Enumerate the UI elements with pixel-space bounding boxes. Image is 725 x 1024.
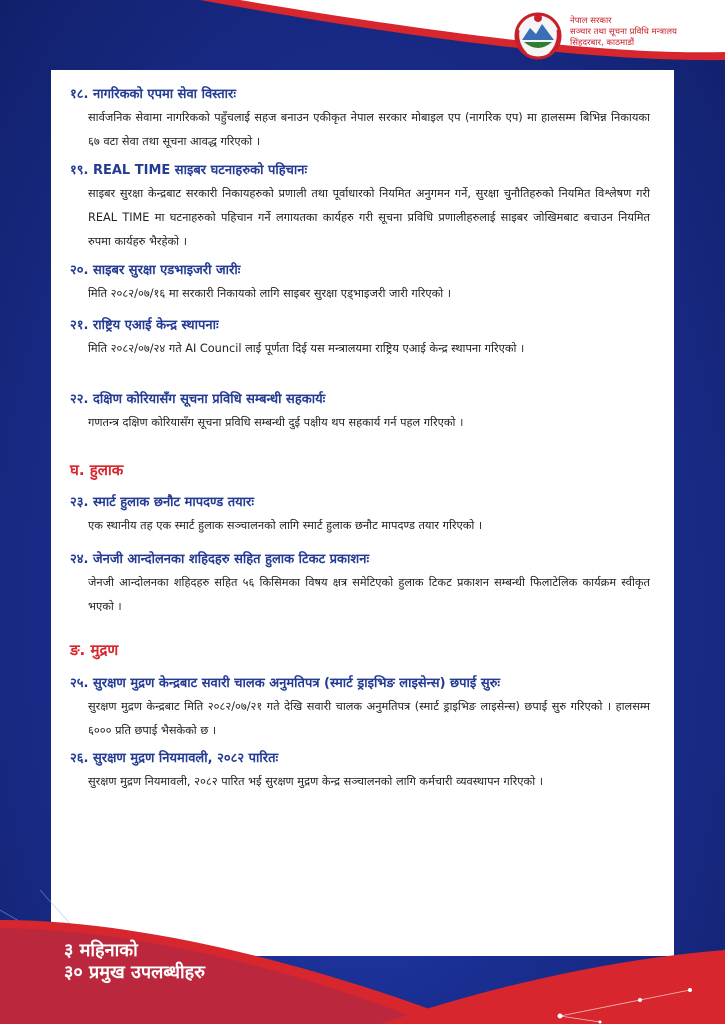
section-title: १८. नागरिकको एपमा सेवा विस्तारः [70, 87, 236, 102]
nepal-emblem-icon [512, 10, 564, 60]
section-title: २५. सुरक्षण मुद्रण केन्द्रबाट सवारी चालक अनुमतिपत्र (स्मार्ट ड्राइभिङ लाइसेन्स) छपाई सुरुः [70, 676, 501, 691]
ministry-header [512, 8, 717, 62]
achievement-23 [70, 494, 650, 538]
section-body: जेनजी आन्दोलनका शहिदहरु सहित ५६ किसिमका विषय क्षत्र समेटिएको हुलाक टिकट प्रकाशन सम्बन्धी फिलाटेलिक कार्यक्रम स्वीकृत भएको । [88, 576, 650, 613]
category-heading-printing: ङ. मुद्रण [70, 641, 119, 659]
achievement-26 [70, 750, 650, 794]
section-title: २६. सुरक्षण मुद्रण नियमावली, २०८२ पारितः [70, 751, 279, 766]
header-line-2: सञ्चार तथा सूचना प्रविधि मन्त्रालय [570, 27, 677, 37]
section-body: मिति २०८२/०७/२४ गते AI Council लाई पूर्णता दिई यस मन्त्रालयमा राष्ट्रिय एआई केन्द्र स्थापना गरिएको । [88, 342, 525, 355]
section-body: सुरक्षण मुद्रण केन्द्रबाट मिति २०८२/०७/२१ गते देखि सवारी चालक अनुमतिपत्र (स्मार्ट ड्राइभिङ लाइसेन्स) छपाई सुरु गरिएको । हालसम्म ६००० प्रति छपाई भैसकेको छ । [88, 700, 650, 737]
section-title: २१. राष्ट्रिय एआई केन्द्र स्थापनाः [70, 318, 219, 333]
footer-title [64, 940, 205, 984]
section-title: १९. REAL TIME साइबर घटनाहरुको पहिचानः [70, 163, 308, 178]
bottom-network-decoration [0, 850, 725, 1024]
footer-line-2: ३० प्रमुख उपलब्धीहरु [64, 962, 205, 983]
category-heading-postal: घ. हुलाक [70, 461, 124, 479]
section-title: २३. स्मार्ट हुलाक छनौट मापदण्ड तयारः [70, 495, 254, 510]
section-body: गणतन्त्र दक्षिण कोरियासँग सूचना प्रविधि सम्बन्धी दुई पक्षीय थप सहकार्य गर्न पहल गरिएको । [88, 416, 464, 429]
ministry-name [570, 16, 677, 49]
section-body: मिति २०८२/०७/१६ मा सरकारी निकायको लागि साइबर सुरक्षा एड्भाइजरी जारी गरिएको । [88, 287, 452, 300]
header-line-1: नेपाल सरकार [570, 16, 612, 26]
achievement-21 [70, 317, 650, 361]
section-body: एक स्थानीय तह एक स्मार्ट हुलाक सञ्चालनको लागि स्मार्ट हुलाक छनौट मापदण्ड तयार गरिएको । [88, 519, 483, 532]
section-title: २४. जेनजी आन्दोलनका शहिदहरु सहित हुलाक टिकट प्रकाशनः [70, 552, 370, 567]
achievement-24 [70, 551, 650, 619]
section-body: सुरक्षण मुद्रण नियमावली, २०८२ पारित भई सुरक्षण मुद्रण केन्द्र सञ्चालनको लागि कर्मचारी व्यवस्थापन गरिएको । [88, 775, 543, 788]
achievement-18 [70, 86, 650, 154]
section-body: सार्वजनिक सेवामा नागरिकको पहुँचलाई सहज बनाउन एकीकृत नेपाल सरकार मोबाइल एप (नागरिक एप) मा हालसम्म बिभिन्न निकायका ६७ वटा सेवा तथा सूचना आवद्ध गरिएको । [88, 111, 650, 148]
achievement-20 [70, 262, 650, 306]
section-title: २२. दक्षिण कोरियासँग सूचना प्रविधि सम्बन्धी सहकार्यः [70, 392, 326, 407]
achievement-22 [70, 391, 650, 435]
header-line-3: सिंहदरबार, काठमाडौं [570, 38, 635, 48]
section-title: २०. साइबर सुरक्षा एडभाइजरी जारीः [70, 263, 241, 278]
achievement-25 [70, 675, 650, 743]
achievement-19 [70, 162, 650, 254]
section-body: साइबर सुरक्षा केन्द्रबाट सरकारी निकायहरुको प्रणाली तथा पूर्वाधारको नियमित अनुगमन गर्ने, सुरक्षा चुनौतिहरुको नियमित विश्लेषण गरी REAL TIME मा घटनाहरुको पहिचान गर्ने लगायतका कार्यहरु गरी सूचना प्रविधि प्रणालीहरुलाई साइबर जोखिमबाट बचाउन नियमित रुपमा कार्यहरु भैरहेको । [88, 187, 650, 248]
footer-line-1: ३ महिनाको [64, 940, 138, 961]
